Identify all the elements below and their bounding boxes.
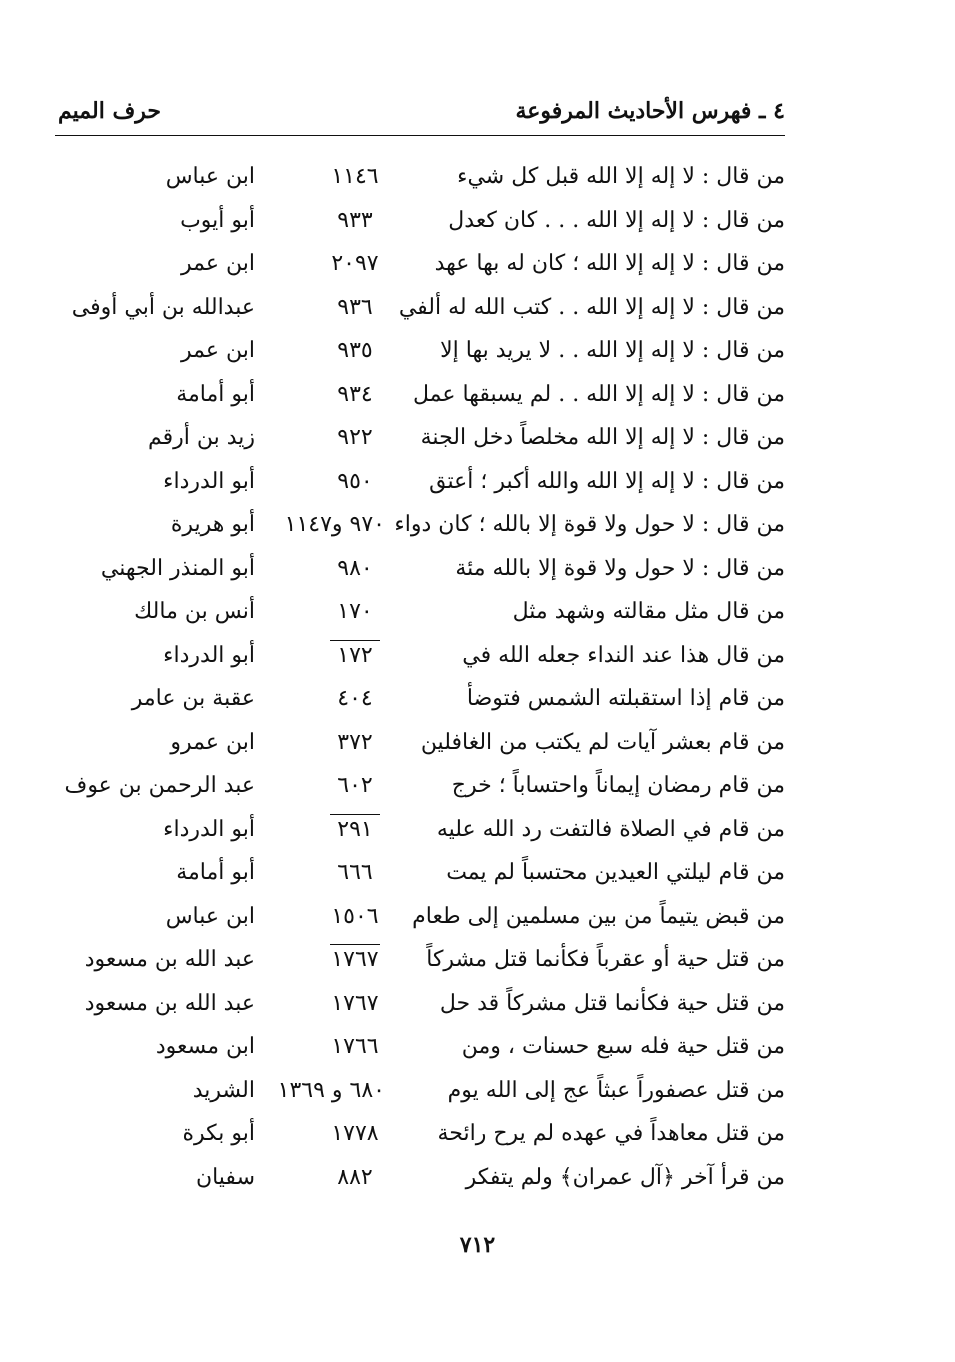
hadith-number	[325, 242, 385, 286]
narrator-name: أنس بن مالك	[134, 599, 255, 624]
hadith-number-value: ١٧٠	[337, 599, 373, 624]
hadith-number-value: ٩٣٣	[337, 207, 373, 233]
narrator-name: ابن عمر	[181, 338, 255, 363]
hadith-number-value: ٩٣٦	[337, 294, 373, 320]
hadith-number	[325, 1025, 385, 1069]
hadith-number-value: ٩٢٢	[337, 425, 373, 450]
hadith-number-value: ٩٣٥	[337, 338, 373, 363]
narrator-name: عقبة بن عامر	[131, 686, 255, 711]
hadith-number-value: ١٧٦٧	[331, 990, 379, 1016]
narrator-name: ابن عباس	[165, 903, 255, 929]
hadith-number	[325, 1156, 385, 1200]
table-row	[0, 329, 955, 373]
hadith-text: من قال : لا إله إلا الله ؛ كان له بها عهد	[434, 251, 785, 276]
hadith-number-value: ٨٨٢	[337, 1164, 373, 1190]
hadith-number	[325, 721, 385, 765]
chapter-title: ٤ ـ فهرس الأحاديث المرفوعة	[515, 98, 785, 124]
hadith-number	[325, 416, 385, 460]
hadith-text: من قام بعشر آيات لم يكتب من الغافلين	[420, 729, 785, 755]
hadith-text: من قام في الصلاة فالتفت رد الله عليه	[436, 816, 785, 842]
narrator-name: أبو المنذر الجهني	[100, 555, 255, 581]
table-row	[0, 373, 955, 417]
hadith-number	[325, 851, 385, 895]
table-row	[0, 416, 955, 460]
hadith-text: من قتل حية أو عقرباً فكأنما قتل مشركاً	[426, 947, 785, 972]
hadith-text: من قال مثل مقالته وشهد مثل	[512, 599, 785, 624]
table-row	[0, 547, 955, 591]
hadith-text: من قال : لا إله إلا الله . . لم يسبقها عمل	[413, 381, 785, 407]
hadith-number-value: ١٧٢	[330, 640, 380, 669]
table-row	[0, 895, 955, 939]
table-row	[0, 1156, 955, 1200]
narrator-name: أبو بكرة	[182, 1121, 255, 1146]
table-row	[0, 1112, 955, 1156]
hadith-number	[325, 634, 385, 678]
hadith-number-value: ٦٨٠ و ١٣٦٩	[277, 1077, 385, 1103]
table-row	[0, 851, 955, 895]
hadith-number-value: ٩٥٠	[337, 468, 373, 494]
hadith-text: من قال هذا عند النداء جعله الله في	[462, 642, 785, 668]
hadith-text: من قال : لا إله إلا الله قبل كل شيء	[457, 164, 785, 189]
hadith-number-value: ٩٧٠ و١١٤٧	[284, 512, 385, 537]
hadith-number-value: ٣٧٢	[337, 729, 373, 755]
narrator-name: عبدالله بن أبي أوفى	[71, 294, 255, 320]
hadith-number	[325, 329, 385, 373]
hadith-text: من قال : لا إله إلا الله . . كتب الله له ألفي	[398, 294, 785, 320]
hadith-number	[325, 764, 385, 808]
narrator-name: أبو الدرداء	[163, 468, 255, 494]
narrator-name: ابن عمر	[181, 251, 255, 276]
table-row	[0, 808, 955, 852]
hadith-number	[277, 1069, 385, 1113]
table-row	[0, 677, 955, 721]
hadith-text: من قال : لا حول ولا قوة إلا بالله ؛ كان دواء	[394, 512, 785, 537]
table-row	[0, 1025, 955, 1069]
table-row	[0, 503, 955, 547]
hadith-number	[284, 503, 385, 547]
hadith-text: من قال : لا إله إلا الله والله أكبر ؛ أعتق	[429, 468, 785, 494]
hadith-number-value: ٦٦٦	[337, 860, 373, 885]
hadith-text: من قام إذا استقبلته الشمس فتوضأ	[466, 686, 785, 711]
hadith-number	[325, 460, 385, 504]
narrator-name: الشريد	[192, 1077, 255, 1103]
narrator-name: ابن عباس	[165, 164, 255, 189]
hadith-text: من قال : لا إله إلا الله . . . كان كعدل	[448, 207, 785, 233]
hadith-number-value: ١١٤٦	[331, 164, 379, 189]
hadith-text: من قرأ آخر ﴿آل عمران﴾ ولم يتفكر	[465, 1164, 785, 1190]
narrator-name: أبو الدرداء	[163, 816, 255, 842]
narrator-name: أبو أمامة	[176, 860, 255, 885]
hadith-text: من قبض يتيماً من بين مسلمين إلى طعام	[412, 903, 785, 929]
hadith-text: من قتل حية فكأنما قتل مشركاً قد حل	[439, 990, 785, 1016]
hadith-number-value: ١٧٦٧	[330, 944, 380, 973]
hadith-text: من قتل معاهداً في عهده لم يرح رائحة	[437, 1121, 785, 1146]
hadith-number	[325, 982, 385, 1026]
hadith-index-table	[0, 155, 955, 1199]
table-row	[0, 721, 955, 765]
table-row	[0, 634, 955, 678]
narrator-name: عبد الله بن مسعود	[84, 947, 255, 972]
hadith-number	[325, 373, 385, 417]
hadith-text: من قال : لا إله إلا الله . . لا يريد بها إلا	[440, 338, 785, 363]
header-divider	[55, 135, 785, 136]
hadith-text: من قام ليلتي العيدين محتسباً لم يمت	[446, 860, 785, 885]
table-row	[0, 155, 955, 199]
narrator-name: عبد الرحمن بن عوف	[64, 773, 255, 798]
hadith-number	[325, 1112, 385, 1156]
table-row	[0, 199, 955, 243]
narrator-name: سفيان	[195, 1164, 255, 1190]
hadith-number-value: ٤٠٤	[337, 686, 373, 711]
hadith-number-value: ٩٨٠	[337, 555, 373, 581]
hadith-number-value: ١٧٧٨	[331, 1121, 379, 1146]
hadith-number	[325, 895, 385, 939]
narrator-name: عبد الله بن مسعود	[84, 990, 255, 1016]
narrator-name: زيد بن أرقم	[147, 425, 255, 450]
hadith-number-value: ١٥٠٦	[331, 903, 379, 929]
narrator-name: ابن عمرو	[170, 729, 255, 755]
hadith-text: من قتل حية فله سبع حسنات ، ومن	[461, 1034, 785, 1059]
hadith-text: من قتل عصفوراً عبثاً عج إلى الله يوم	[447, 1077, 785, 1103]
hadith-number	[325, 938, 385, 982]
hadith-number-value: ٢٠٩٧	[331, 251, 379, 276]
page-number: ٧١٢	[459, 1232, 496, 1258]
hadith-number-value: ٢٩١	[330, 814, 380, 843]
hadith-number	[325, 547, 385, 591]
hadith-number	[325, 590, 385, 634]
table-row	[0, 460, 955, 504]
narrator-name: أبو أيوب	[180, 207, 255, 233]
table-row	[0, 590, 955, 634]
narrator-name: أبو هريرة	[170, 512, 255, 537]
narrator-name: ابن مسعود	[155, 1034, 255, 1059]
table-row	[0, 764, 955, 808]
hadith-number	[325, 199, 385, 243]
table-row	[0, 982, 955, 1026]
hadith-number	[325, 808, 385, 852]
hadith-number-value: ١٧٦٦	[331, 1034, 379, 1059]
hadith-number	[325, 286, 385, 330]
hadith-number-value: ٦٠٢	[337, 773, 373, 798]
table-row	[0, 242, 955, 286]
section-title: حرف الميم	[58, 98, 162, 124]
hadith-number-value: ٩٣٤	[337, 381, 373, 407]
hadith-text: من قال : لا إله إلا الله مخلصاً دخل الجنة	[420, 425, 785, 450]
table-row	[0, 286, 955, 330]
table-row	[0, 1069, 955, 1113]
hadith-number	[325, 155, 385, 199]
hadith-number	[325, 677, 385, 721]
hadith-text: من قام رمضان إيماناً واحتساباً ؛ خرج	[451, 773, 785, 798]
table-row	[0, 938, 955, 982]
narrator-name: أبو أمامة	[176, 381, 255, 407]
narrator-name: أبو الدرداء	[163, 642, 255, 668]
hadith-text: من قال : لا حول ولا قوة إلا بالله مئة	[455, 555, 785, 581]
